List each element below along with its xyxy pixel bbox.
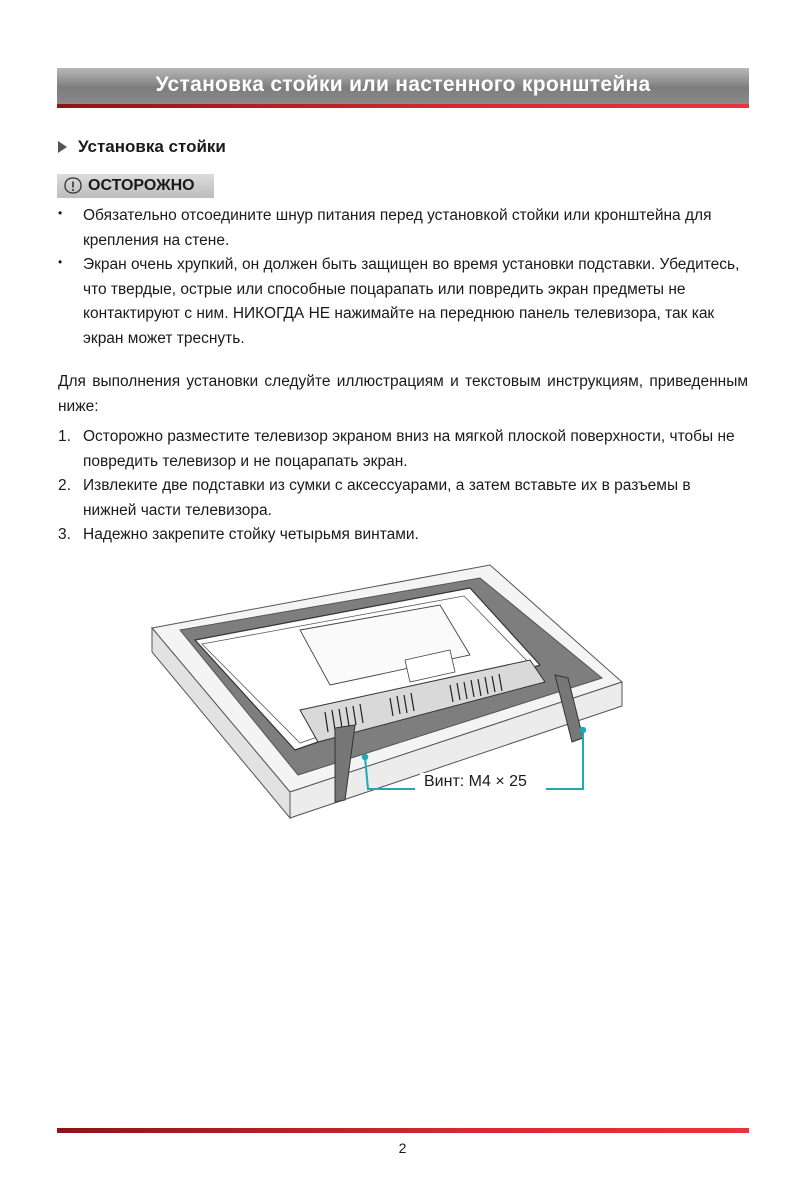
caution-badge bbox=[57, 174, 214, 198]
list-item bbox=[58, 425, 758, 474]
step-text: Извлеките две подставки из сумки с аксессуарами, а затем вставьте их в разъемы в нижней части телевизора. bbox=[83, 477, 691, 519]
caution-text: Экран очень хрупкий, он должен быть защищен во время установки подставки. Убедитесь, что твердые, острые или способные поцарапать или повредить экран предметы не контактируют с ним. НИКОГДА НЕ нажимайте на переднюю панель телевизора, так как экран может треснуть. bbox=[83, 256, 740, 347]
section-header bbox=[57, 68, 749, 104]
steps-list bbox=[58, 425, 758, 548]
step-number: 2. bbox=[58, 477, 71, 494]
step-text: Надежно закрепите стойку четырьмя винтами. bbox=[83, 526, 419, 543]
list-item bbox=[58, 474, 758, 523]
tv-stand-illustration bbox=[140, 560, 640, 840]
step-text: Осторожно разместите телевизор экраном вниз на мягкой плоской поверхности, чтобы не повредить телевизор и не поцарапать экран. bbox=[83, 428, 735, 470]
bullet-dot-icon: • bbox=[58, 206, 63, 220]
screw-callout: Винт: M4 × 25 bbox=[420, 773, 531, 791]
list-item bbox=[58, 523, 758, 548]
triangle-bullet-icon bbox=[58, 141, 67, 153]
list-item bbox=[58, 253, 758, 351]
page-number: 2 bbox=[398, 1140, 407, 1156]
header-divider bbox=[57, 104, 749, 108]
caution-text: Обязательно отсоедините шнур питания перед установкой стойки или кронштейна для крепления на стене. bbox=[83, 207, 712, 249]
step-number: 3. bbox=[58, 526, 71, 543]
footer-divider bbox=[57, 1128, 749, 1133]
list-item bbox=[58, 204, 758, 253]
bullet-dot-icon: • bbox=[58, 255, 63, 269]
subsection-heading bbox=[58, 137, 226, 157]
caution-icon bbox=[63, 177, 83, 195]
step-number: 1. bbox=[58, 428, 71, 445]
subsection-title: Установка стойки bbox=[78, 137, 226, 156]
caution-list bbox=[58, 204, 758, 351]
intro-paragraph: Для выполнения установки следуйте иллюстрациям и текстовым инструкциям, приведенным ниже: bbox=[58, 373, 748, 415]
page-title: Установка стойки или настенного кронштейна bbox=[155, 73, 651, 96]
caution-label: ОСТОРОЖНО bbox=[88, 177, 195, 194]
